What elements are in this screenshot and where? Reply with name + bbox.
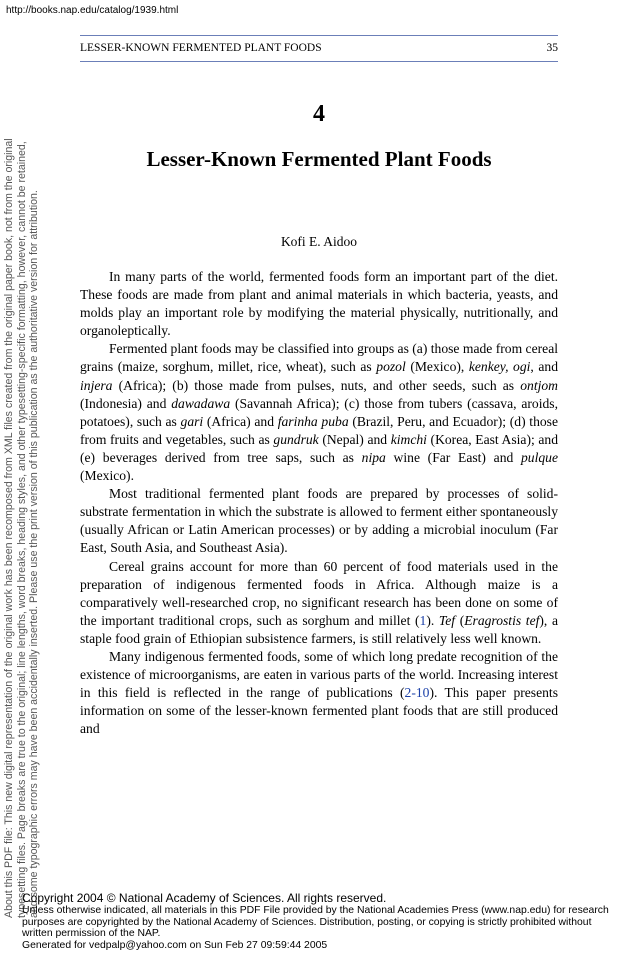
term-pulque: pulque — [521, 449, 558, 465]
sidebar-line-2: typesetting files. Page breaks are true to the original; line lengths, word breaks, heading styles, and other typesetting-specific formatting, however, cannot be retained, — [15, 141, 28, 918]
term-dawadawa: dawadawa — [171, 395, 231, 411]
generated-line: Generated for vedpalp@yahoo.com on Sun Feb 27 09:59:44 2005 — [22, 939, 328, 951]
term-injera: injera — [80, 377, 113, 393]
paragraph-3: Most traditional fermented plant foods are prepared by processes of solid-substrate fermentation in which the substrate is allowed to ferment either spontaneously (usually African or Latin American processes) or by adding a microbial inoculum (Far East, South Asia, and Southeast Asia). — [80, 486, 558, 556]
term-kenkey-ogi: kenkey, ogi — [468, 359, 531, 375]
pdf-notice-sidebar — [3, 18, 41, 918]
term-farinha-puba: farinha puba — [277, 413, 349, 429]
source-url: http://books.nap.edu/catalog/1939.html — [6, 5, 179, 16]
paragraph-5: Many indigenous fermented foods, some of which long predate recognition of the existence of microorganisms, are eaten in various parts of the world. Increasing interest in this field is reflected in the range of publications (2-10). This paper presents information on some of the lesser-known fermented plant foods that are still produced and — [80, 648, 558, 737]
chapter-title: Lesser-Known Fermented Plant Foods — [146, 147, 492, 171]
term-kimchi: kimchi — [390, 431, 427, 447]
running-head-title: LESSER-KNOWN FERMENTED PLANT FOODS — [80, 42, 322, 54]
term-tef: Tef — [438, 612, 456, 628]
term-nipa: nipa — [361, 449, 386, 465]
chapter-author: Kofi E. Aidoo — [280, 234, 358, 249]
chapter-number: 4 — [313, 101, 325, 127]
term-eragrostis-tef: Eragrostis tef — [464, 612, 540, 628]
header-rule-bottom — [80, 61, 558, 62]
term-ontjom: ontjom — [520, 377, 558, 393]
paragraph-2: Fermented plant foods may be classified into groups as (a) those made from cereal grains (maize, sorghum, millet, rice, wheat), such as pozol (Mexico), kenkey, ogi, and injera (Africa); (b) those made from pulses, nuts, and other seeds, such as ontjom (Indonesia) and dawadawa (Savannah Africa); (c) those from tubers (cassava, aroids, potatoes), such as gari (Africa) and farinha puba (Brazil, Peru, and Ecuador); (d) those from fruits and vegetables, such as gundruk (Nepal) and kimchi (Korea, East Asia); and (e) beverages derived from tree saps, such as nipa wine (Far East) and pulque (Mexico). — [80, 341, 558, 484]
header-rule-top — [80, 35, 558, 36]
reference-link-2-10[interactable]: 2-10 — [404, 685, 430, 701]
sidebar-line-3: and some typographic errors may have been accidentally inserted. Please use the print version of this publication as the authoritative version for attribution. — [28, 190, 40, 918]
usage-notice: Unless otherwise indicated, all materials in this PDF File provided by the National Academies Press (www.nap.edu) for research purposes are copyrighted by the National Academy of Sciences. Distribution, posting, or copying is strictly prohibited without written permission of the NAP. — [22, 905, 609, 940]
sidebar-line-1: About this PDF file: This new digital representation of the original work has been recomposed from XML files created from the original paper book, not from the original — [3, 138, 15, 918]
copyright-line: Copyright 2004 © National Academy of Sciences. All rights reserved. — [22, 891, 387, 905]
paragraph-1: In many parts of the world, fermented foods form an important part of the diet. These foods are made from plant and animal materials in which bacteria, yeasts, and molds play an important role by modifying the material physically, nutritionally, and organoleptically. — [80, 269, 558, 339]
page-number: 35 — [546, 42, 558, 54]
term-gundruk: gundruk — [273, 431, 319, 447]
running-head — [80, 42, 558, 54]
term-pozol: pozol — [376, 359, 406, 375]
term-gari: gari — [180, 413, 204, 429]
page-footer — [22, 891, 622, 951]
chapter-body — [80, 268, 558, 738]
paragraph-4: Cereal grains account for more than 60 percent of food materials used in the preparation of indigenous fermented foods in Africa. Although maize is a comparatively well-researched crop, no significant research has been done on some of the important traditional crops, such as sorghum and millet (1). Tef (Eragrostis tef), a staple food grain of Ethiopian subsistence farmers, is still relatively less well known. — [80, 558, 559, 646]
reference-link-1[interactable]: 1 — [419, 612, 427, 628]
